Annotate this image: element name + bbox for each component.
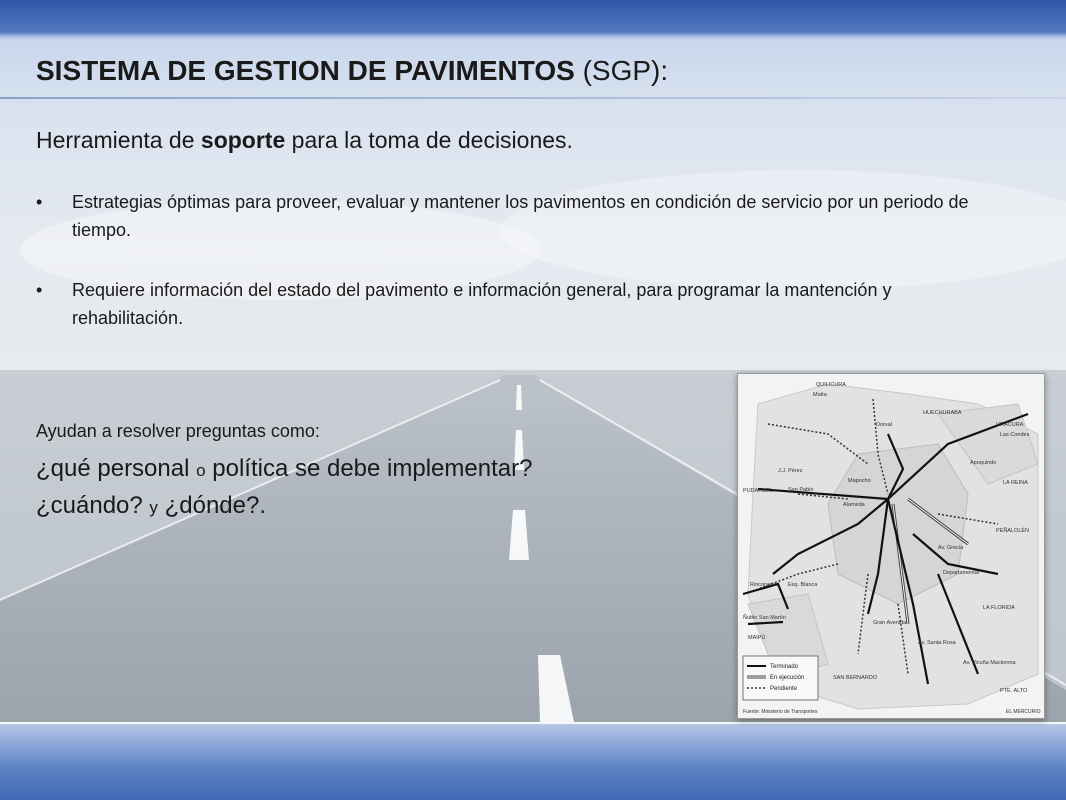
map-label-san-bernardo: SAN BERNARDO [833,675,878,681]
questions-intro: Ayudan a resolver preguntas como: [36,421,320,441]
legend-pendiente: Pendiente [770,686,798,692]
map-label-penalolen: PEÑALOLÉN [996,528,1030,534]
map-street-santa-rosa: Av. Santa Rosa [918,640,956,646]
map-label-vitacura: VITACURA [996,422,1024,428]
map-street-nuble-san-martin: Ñuble San Martín [743,615,786,621]
map-street-alameda: Alameda [843,502,865,508]
map-street-departamental: Departamental [943,570,980,576]
legend-terminado: Terminado [770,664,799,670]
legend-en-ejecucion: En ejecución [770,675,805,681]
title-divider [0,97,1066,99]
question-1-part-b: política se debe implementar? [205,455,533,482]
map-source: Fuente: Ministerio de Transportes [743,709,818,715]
bullet-marker: • [36,192,43,212]
map-street-rinconada: Rinconada [750,582,777,588]
map-street-matta: Mattа [813,392,827,398]
map-street-las-condes: Las Condes [1000,432,1030,438]
map-street-dorsal: Dorsal [876,422,892,428]
bullet-text: Requiere información del estado del pavimento e información general, para programar la mantención y rehabilitación. [72,280,892,328]
title-normal-part: (SGP): [582,55,669,86]
bottom-decorative-band [0,724,1066,800]
question-2-part-a: ¿cuándo? [36,492,150,519]
map-credit: EL MERCURIO [1006,709,1041,715]
map-street-san-pablo: San Pablo [788,487,814,493]
map-street-av-grecia: Av. Grecia [938,545,964,551]
map-label-la-florida: LA FLORIDA [983,605,1015,611]
map-street-jj-perez: J.J. Pérez [778,468,803,474]
subtitle-bold: soporte [200,127,286,153]
subtitle-after: para la toma de decisiones. [285,127,573,153]
map-label-quilicura: QUILICURA [816,382,846,388]
question-1-connector: o [196,461,206,480]
question-2-connector: y [149,498,158,517]
bullet-marker: • [36,280,43,300]
map-label-la-reina: LA REINA [1003,480,1028,486]
santiago-transit-map [737,373,1045,719]
map-street-gran-avenida: Gran Avenida [873,620,907,626]
map-label-huechuraba: HUECHURABA [923,410,962,416]
question-1-part-a: ¿qué personal [36,455,197,482]
map-label-pte-alto: PTE. ALTO [1000,688,1028,694]
map-street-esq-blanca: Esq. Blanca [788,582,818,588]
question-line-1 [36,455,532,483]
map-label-pudahuel: PUDAHUEL [743,488,773,494]
map-street-mapocho: Mapocho [848,478,871,484]
question-2-part-b: ¿dónde?. [157,492,267,519]
slide-subtitle [36,127,573,154]
bullet-item [36,276,1006,332]
subtitle-before: Herramienta de [36,127,201,153]
question-line-2 [36,492,266,520]
slide-title [36,55,668,87]
map-legend [743,656,818,700]
map-street-vicuna-mackenna: Av. Vicuña Mackenna [963,660,1016,666]
bullet-text: Estrategias óptimas para proveer, evaluar y mantener los pavimentos en condición de servicio por un periodo de tiempo. [72,192,969,240]
bullet-item [36,188,1006,244]
title-bold-part: SISTEMA DE GESTION DE PAVIMENTOS [36,55,575,86]
bullet-list [36,188,1006,364]
map-label-maipu: MAIPÚ [748,635,766,641]
map-street-apoquindo: Apoquindo [970,460,997,466]
top-decorative-band [0,0,1066,38]
